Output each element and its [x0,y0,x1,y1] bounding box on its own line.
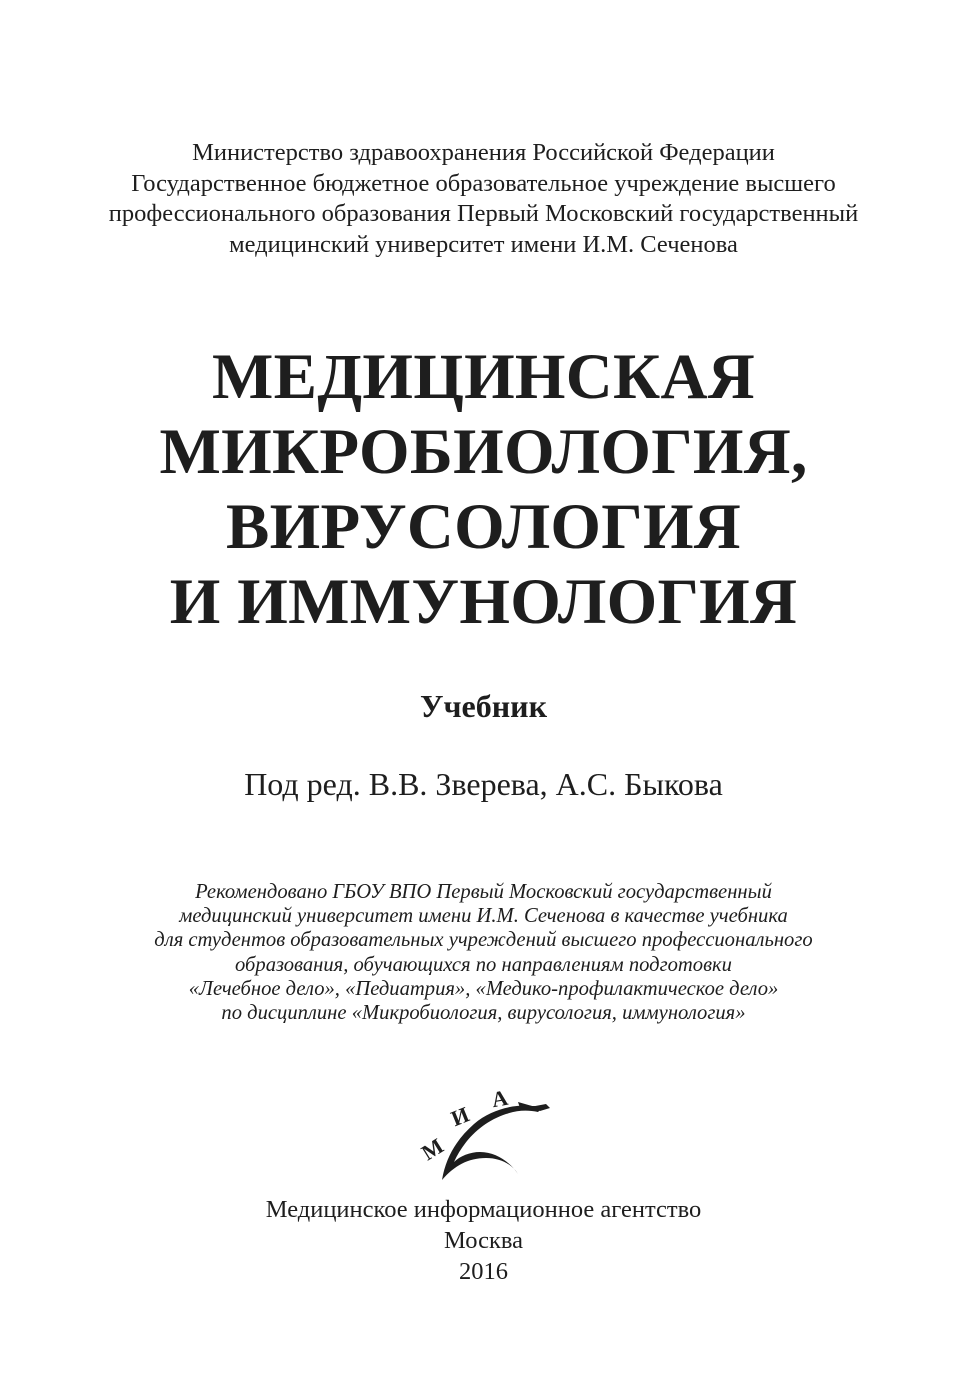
recommendation-line: по дисциплине «Микробиология, вирусология, иммунология» [221,1002,746,1025]
recommendation-note [0,880,967,1025]
institution-line: профессионального образования Первый Московский государственный [108,200,859,228]
publication-year: 2016 [459,1258,508,1285]
publisher-info [0,1194,967,1287]
institution-line: медицинский университет имени И.М. Сеченова [229,231,738,259]
publisher-city: Москва [444,1227,523,1254]
mia-publisher-logo-icon [400,1078,560,1190]
logo-letter: М [416,1133,448,1166]
logo-letter: И [447,1101,473,1132]
recommendation-line: медицинский университет имени И.М. Сеченова в качестве учебника [179,905,788,928]
editors: Под ред. В.В. Зверева, А.С. Быкова [244,766,723,802]
recommendation-line: Рекомендовано ГБОУ ВПО Первый Московский государственный [195,881,772,903]
book-title-line: ВИРУСОЛОГИЯ [225,491,742,563]
recommendation-line: «Лечебное дело», «Педиатрия», «Медико-профилактическое дело» [188,977,779,1000]
book-title-line: МЕДИЦИНСКАЯ [212,341,755,413]
book-type: Учебник [419,688,548,724]
recommendation-line: образования, обучающихся по направлениям подготовки [235,953,732,976]
book-title-line: И ИММУНОЛОГИЯ [169,566,798,638]
recommendation-line: для студентов образовательных учреждений высшего профессионального [154,929,813,952]
book-title [0,340,967,640]
institution-line: Государственное бюджетное образовательное учреждение высшего [131,169,836,197]
publisher-name: Медицинское информационное агентство [265,1196,702,1223]
institution-line: Министерство здравоохранения Российской Федерации [192,139,775,166]
logo-letter: А [489,1084,510,1113]
book-title-line: МИКРОБИОЛОГИЯ, [159,416,808,488]
institution-header [0,138,967,261]
